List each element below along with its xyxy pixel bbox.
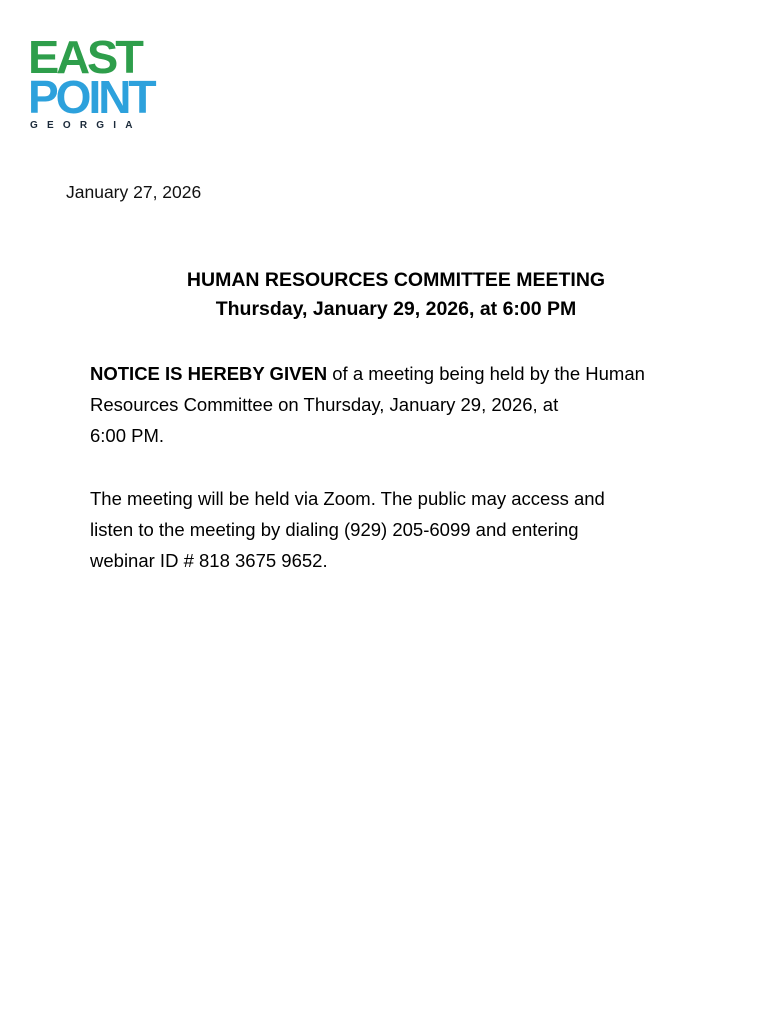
logo-east-text: EAST bbox=[28, 31, 141, 83]
east-point-georgia-logo bbox=[28, 31, 173, 133]
meeting-heading bbox=[0, 266, 782, 324]
meeting-datetime: Thursday, January 29, 2026, at 6:00 PM bbox=[215, 298, 577, 320]
access-text-line2: listen to the meeting by dialing (929) 205-6099 and entering bbox=[90, 519, 579, 540]
document-date: January 27, 2026 bbox=[66, 182, 202, 202]
access-text-line3: webinar ID # 818 3675 9652. bbox=[90, 550, 328, 571]
access-text-line1: The meeting will be held via Zoom. The public may access and bbox=[90, 488, 605, 509]
access-paragraph bbox=[90, 483, 710, 576]
meeting-title: HUMAN RESOURCES COMMITTEE MEETING bbox=[186, 269, 606, 291]
notice-lead: NOTICE IS HEREBY GIVEN bbox=[90, 363, 328, 384]
logo-georgia-text: GEORGIA bbox=[30, 120, 142, 131]
notice-text-line1: of a meeting being held by the Human bbox=[327, 363, 645, 384]
notice-text-line2: Resources Committee on Thursday, January 29, 2026, at bbox=[90, 394, 559, 415]
notice-paragraph bbox=[90, 358, 710, 451]
notice-text-line3: 6:00 PM. bbox=[90, 425, 165, 446]
logo-point-text: POINT bbox=[28, 71, 154, 123]
